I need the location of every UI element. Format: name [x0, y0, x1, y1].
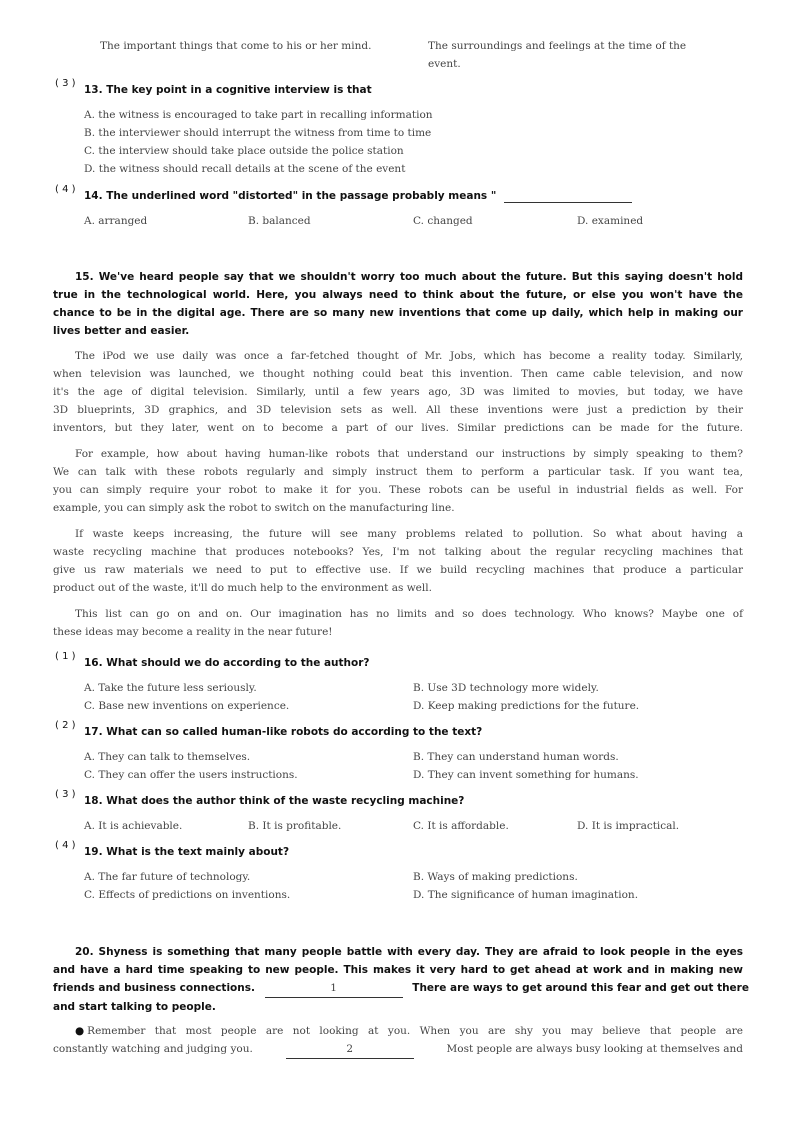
- passage-line: true in the technological world. Here, you always need to think about the future, or else you won't have the: [53, 289, 743, 301]
- q14-option-d[interactable]: D. examined: [577, 215, 644, 227]
- question-number: ( 4 ): [55, 840, 76, 851]
- passage-line: [53, 1022, 743, 1040]
- passage-line-with-blank: [53, 1040, 743, 1059]
- question-number: ( 3 ): [55, 78, 76, 89]
- passage-line: 15. We've heard people say that we shouldn't worry too much about the future. But this saying doesn't hold: [75, 271, 743, 283]
- passage-line: and start talking to people.: [53, 1001, 216, 1013]
- passage-15-paragraph-4: [53, 605, 743, 641]
- q16-option-d[interactable]: D. Keep making predictions for the future.: [413, 700, 640, 712]
- q18-option-b[interactable]: B. It is profitable.: [248, 820, 342, 832]
- q14-option-c[interactable]: C. changed: [413, 215, 473, 227]
- q16-option-a[interactable]: A. Take the future less seriously.: [84, 682, 257, 694]
- passage-line: 20. Shyness is something that many people battle with every day. They are afraid to look people in the eyes: [75, 946, 743, 958]
- passage-15-paragraph-2: [53, 445, 743, 517]
- passage-line: 3D blueprints, 3D graphics, and 3D television sets as well. All these inventions were just a prediction by their: [53, 404, 743, 416]
- q17-option-c[interactable]: C. They can offer the users instructions.: [84, 769, 298, 781]
- passage-20-bullet-paragraph: [53, 1022, 743, 1059]
- passage-text: friends and business connections.: [53, 982, 255, 994]
- answer-blank-2[interactable]: 2: [286, 1040, 414, 1059]
- passage-line: The iPod we use daily was once a far-fetched thought of Mr. Jobs, which has become a reality today. Similarly,: [75, 350, 743, 362]
- question-number: ( 1 ): [55, 651, 76, 662]
- passage-line: product out of the waste, it'll do much help to the environment as well.: [53, 582, 432, 594]
- question-13-stem: 13. The key point in a cognitive interview is that: [84, 84, 372, 96]
- q18-option-a[interactable]: A. It is achievable.: [84, 820, 183, 832]
- q14-option-a[interactable]: A. arranged: [84, 215, 148, 227]
- question-number: ( 3 ): [55, 789, 76, 800]
- q17-option-d[interactable]: D. They can invent something for humans.: [413, 769, 639, 781]
- question-18-stem: 18. What does the author think of the waste recycling machine?: [84, 795, 465, 807]
- q14-option-b[interactable]: B. balanced: [248, 215, 311, 227]
- option-d-prev-line2: event.: [428, 58, 461, 70]
- question-14-text: 14. The underlined word "distorted" in the passage probably means ": [84, 190, 497, 202]
- passage-text: Remember that most people are not looking at you. When you are shy you may believe that people are: [87, 1025, 743, 1037]
- question-17-stem: 17. What can so called human-like robots do according to the text?: [84, 726, 483, 738]
- passage-line: give us raw materials we need to put to effective use. If we build recycling machines that produce a particular: [53, 564, 743, 576]
- option-d-prev-line1: The surroundings and feelings at the time of the: [428, 40, 687, 52]
- passage-text: There are ways to get around this fear and get out there: [412, 982, 749, 994]
- passage-line: waste recycling machine that produces notebooks? Yes, I'm not talking about the regular recycling machines that: [53, 546, 743, 558]
- passage-line: This list can go on and on. Our imagination has no limits and so does technology. Who knows? Maybe one of: [75, 608, 743, 620]
- q18-option-c[interactable]: C. It is affordable.: [413, 820, 509, 832]
- question-19-stem: 19. What is the text mainly about?: [84, 846, 290, 858]
- passage-line: For example, how about having human-like robots that understand our instructions by simply speaking to them?: [75, 448, 743, 460]
- passage-line: lives better and easier.: [53, 325, 190, 337]
- passage-15-paragraph-1: [53, 347, 743, 437]
- answer-blank[interactable]: [504, 190, 632, 203]
- passage-line-with-blank: [53, 979, 749, 998]
- question-14-stem: [84, 190, 632, 203]
- passage-text: Most people are always busy looking at themselves and: [446, 1043, 743, 1055]
- passage-line: inventors, but they later, went on to become a part of our lives. Similar predictions can be made for the future.: [53, 422, 743, 434]
- passage-line: and have a hard time speaking to new people. This makes it very hard to get ahead at work and in making new: [53, 964, 743, 976]
- question-16-stem: 16. What should we do according to the author?: [84, 657, 370, 669]
- passage-15-paragraph-3: [53, 525, 743, 597]
- passage-20-intro: [53, 943, 749, 1016]
- q18-option-d[interactable]: D. It is impractical.: [577, 820, 680, 832]
- q17-option-b[interactable]: B. They can understand human words.: [413, 751, 619, 763]
- option-c-prev: The important things that come to his or her mind.: [100, 40, 372, 52]
- passage-line: when television was launched, we thought nothing could beat this invention. Then came cable television, and now: [53, 368, 743, 380]
- passage-line: We can talk with these robots regularly and simply instruct them to perform a particular task. If you want tea,: [53, 466, 743, 478]
- passage-line: these ideas may become a reality in the near future!: [53, 626, 333, 638]
- answer-blank-1[interactable]: 1: [265, 979, 403, 998]
- passage-line: example, you can simply ask the robot to switch on the manufacturing line.: [53, 502, 455, 514]
- q19-option-a[interactable]: A. The far future of technology.: [84, 871, 251, 883]
- question-number: ( 2 ): [55, 720, 76, 731]
- q16-option-c[interactable]: C. Base new inventions on experience.: [84, 700, 290, 712]
- passage-line: you can simply require your robot to make it for you. These robots can be useful in industrial fields as well. For: [53, 484, 743, 496]
- q13-option-a[interactable]: A. the witness is encouraged to take part in recalling information: [84, 109, 433, 121]
- passage-text: constantly watching and judging you.: [53, 1043, 253, 1055]
- passage-line: chance to be in the digital age. There are so many new inventions that come up daily, which help in making our: [53, 307, 743, 319]
- q19-option-d[interactable]: D. The significance of human imagination.: [413, 889, 639, 901]
- passage-15-intro: [53, 268, 743, 340]
- q17-option-a[interactable]: A. They can talk to themselves.: [84, 751, 251, 763]
- q19-option-c[interactable]: C. Effects of predictions on inventions.: [84, 889, 291, 901]
- q16-option-b[interactable]: B. Use 3D technology more widely.: [413, 682, 599, 694]
- q13-option-b[interactable]: B. the interviewer should interrupt the witness from time to time: [84, 127, 432, 139]
- passage-line: it's the age of digital television. Similarly, until a few years ago, 3D was limited to movies, but today, we have: [53, 386, 743, 398]
- bullet-icon: ●: [75, 1025, 85, 1037]
- q13-option-c[interactable]: C. the interview should take place outside the police station: [84, 145, 404, 157]
- q13-option-d[interactable]: D. the witness should recall details at the scene of the event: [84, 163, 406, 175]
- question-number: ( 4 ): [55, 184, 76, 195]
- q19-option-b[interactable]: B. Ways of making predictions.: [413, 871, 578, 883]
- passage-line: If waste keeps increasing, the future will see many problems related to pollution. So what about having a: [75, 528, 743, 540]
